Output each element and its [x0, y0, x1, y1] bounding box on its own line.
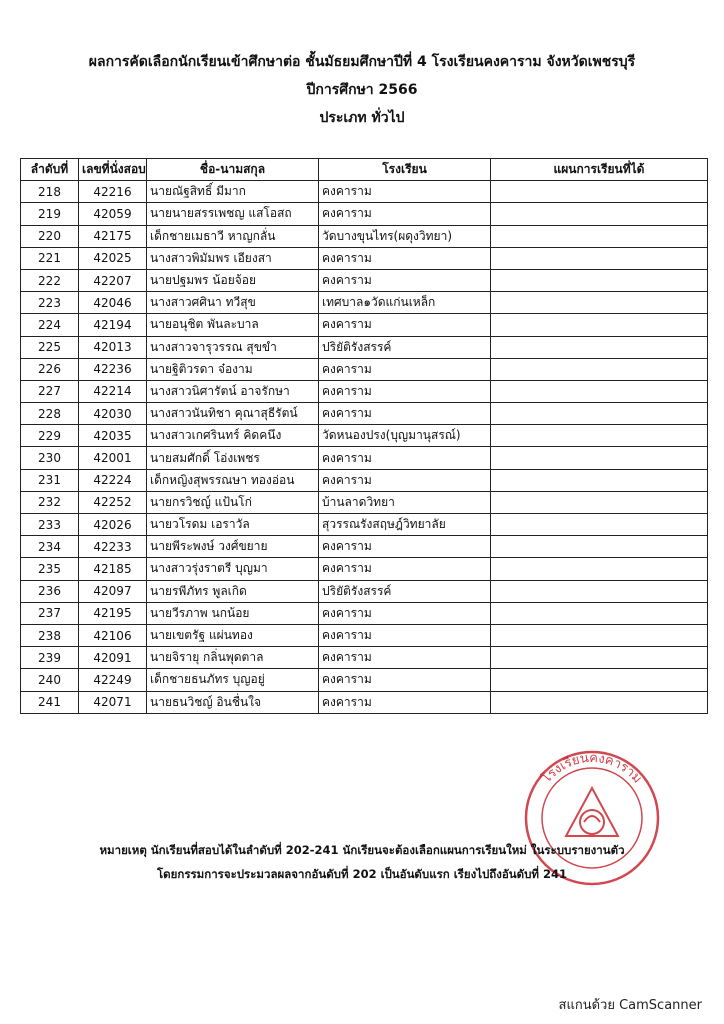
- school-cell: คงคาราม: [319, 624, 491, 646]
- rank-cell: 218: [21, 181, 79, 203]
- table-row: [21, 247, 708, 269]
- student-name-cell: เด็กหญิงสุพรรณษา ทองอ่อน: [147, 469, 319, 491]
- study-plan-cell: [491, 624, 708, 646]
- rank-cell: 233: [21, 514, 79, 536]
- school-cell: สุวรรณรังสฤษฎ์วิทยาลัย: [319, 514, 491, 536]
- rank-cell: 235: [21, 558, 79, 580]
- table-row: [21, 669, 708, 691]
- student-name-cell: นายจิรายุ กลิ่นพุดตาล: [147, 647, 319, 669]
- table-row: [21, 602, 708, 624]
- title-line-2: ปีการศึกษา 2566: [306, 82, 418, 98]
- seat-number-cell: 42046: [79, 292, 147, 314]
- seat-number-cell: 42091: [79, 647, 147, 669]
- study-plan-cell: [491, 669, 708, 691]
- table-row: [21, 425, 708, 447]
- table-row: [21, 314, 708, 336]
- table-row: [21, 269, 708, 291]
- table-body: [21, 181, 708, 714]
- rank-cell: 226: [21, 358, 79, 380]
- table-row: [21, 691, 708, 713]
- study-plan-cell: [491, 514, 708, 536]
- rank-cell: 219: [21, 203, 79, 225]
- table-row: [21, 624, 708, 646]
- seat-number-cell: 42214: [79, 380, 147, 402]
- seat-number-cell: 42252: [79, 491, 147, 513]
- seat-number-cell: 42026: [79, 514, 147, 536]
- table-row: [21, 514, 708, 536]
- student-name-cell: นายอนุชิต พันละบาล: [147, 314, 319, 336]
- rank-cell: 232: [21, 491, 79, 513]
- table-row: [21, 447, 708, 469]
- seat-number-cell: 42030: [79, 403, 147, 425]
- rank-cell: 237: [21, 602, 79, 624]
- student-name-cell: นางสาวเกศรินทร์ คิดคนึง: [147, 425, 319, 447]
- table-header-row: [21, 159, 708, 181]
- study-plan-cell: [491, 225, 708, 247]
- study-plan-cell: [491, 269, 708, 291]
- rank-cell: 221: [21, 247, 79, 269]
- school-cell: คงคาราม: [319, 247, 491, 269]
- seat-number-cell: 42224: [79, 469, 147, 491]
- student-name-cell: นายรพีภัทร พูลเกิด: [147, 580, 319, 602]
- rank-cell: 222: [21, 269, 79, 291]
- school-cell: คงคาราม: [319, 602, 491, 624]
- student-name-cell: นายสมศักดิ์ โอ่งเพชร: [147, 447, 319, 469]
- study-plan-cell: [491, 181, 708, 203]
- title-line-3: ประเภท ทั่วไป: [319, 110, 405, 126]
- rank-cell: 220: [21, 225, 79, 247]
- school-cell: คงคาราม: [319, 380, 491, 402]
- col-header-rank: ลำดับที่: [21, 159, 79, 181]
- rank-cell: 228: [21, 403, 79, 425]
- study-plan-cell: [491, 558, 708, 580]
- rank-cell: 239: [21, 647, 79, 669]
- seat-number-cell: 42013: [79, 336, 147, 358]
- title-line-1: ผลการคัดเลือกนักเรียนเข้าศึกษาต่อ ชั้นมัธยมศึกษาปีที่ 4 โรงเรียนคงคาราม จังหวัดเพชรบุรี: [88, 54, 636, 70]
- rank-cell: 231: [21, 469, 79, 491]
- school-cell: คงคาราม: [319, 669, 491, 691]
- student-name-cell: นายนายสรรเพชญ แสโอสถ: [147, 203, 319, 225]
- study-plan-cell: [491, 491, 708, 513]
- seat-number-cell: 42216: [79, 181, 147, 203]
- school-cell: คงคาราม: [319, 536, 491, 558]
- study-plan-cell: [491, 247, 708, 269]
- student-name-cell: นางสาวนิศารัตน์ อาจรักษา: [147, 380, 319, 402]
- study-plan-cell: [491, 314, 708, 336]
- table-row: [21, 469, 708, 491]
- table-row: [21, 558, 708, 580]
- col-header-name: ชื่อ-นามสกุล: [147, 159, 319, 181]
- rank-cell: 223: [21, 292, 79, 314]
- student-name-cell: นายวโรดม เอราวัล: [147, 514, 319, 536]
- study-plan-cell: [491, 425, 708, 447]
- seat-number-cell: 42207: [79, 269, 147, 291]
- school-cell: คงคาราม: [319, 358, 491, 380]
- school-cell: คงคาราม: [319, 647, 491, 669]
- seat-number-cell: 42194: [79, 314, 147, 336]
- school-cell: คงคาราม: [319, 691, 491, 713]
- school-cell: คงคาราม: [319, 403, 491, 425]
- study-plan-cell: [491, 447, 708, 469]
- study-plan-cell: [491, 203, 708, 225]
- seat-number-cell: 42175: [79, 225, 147, 247]
- school-cell: วัดบางขุนไทร(ผดุงวิทยา): [319, 225, 491, 247]
- table-row: [21, 536, 708, 558]
- study-plan-cell: [491, 469, 708, 491]
- seat-number-cell: 42035: [79, 425, 147, 447]
- study-plan-cell: [491, 647, 708, 669]
- student-name-cell: นางสาวศศินา ทวีสุข: [147, 292, 319, 314]
- scanner-watermark: สแกนด้วย CamScanner: [558, 998, 702, 1013]
- rank-cell: 240: [21, 669, 79, 691]
- table-row: [21, 647, 708, 669]
- col-header-plan: แผนการเรียนที่ได้: [491, 159, 708, 181]
- student-name-cell: นายณัฐสิทธิ์ มีมาก: [147, 181, 319, 203]
- school-cell: คงคาราม: [319, 558, 491, 580]
- study-plan-cell: [491, 292, 708, 314]
- student-name-cell: นายกรวิชญ์ แป้นโก่: [147, 491, 319, 513]
- seat-number-cell: 42059: [79, 203, 147, 225]
- rank-cell: 225: [21, 336, 79, 358]
- table-row: [21, 181, 708, 203]
- seat-number-cell: 42195: [79, 602, 147, 624]
- student-name-cell: นายปฐมพร น้อยจ้อย: [147, 269, 319, 291]
- student-name-cell: นางสาวพิมัมพร เอียงสา: [147, 247, 319, 269]
- school-cell: คงคาราม: [319, 203, 491, 225]
- study-plan-cell: [491, 403, 708, 425]
- seat-number-cell: 42236: [79, 358, 147, 380]
- rank-cell: 229: [21, 425, 79, 447]
- document-header: [0, 48, 724, 132]
- school-cell: ปริยัติรังสรรค์: [319, 580, 491, 602]
- svg-text:โรงเรียนคงคาราม: โรงเรียนคงคาราม: [539, 750, 645, 787]
- student-name-cell: นางสาวรุ่งราตรี บุญมา: [147, 558, 319, 580]
- seat-number-cell: 42025: [79, 247, 147, 269]
- school-cell: ปริยัติรังสรรค์: [319, 336, 491, 358]
- seat-number-cell: 42071: [79, 691, 147, 713]
- table-row: [21, 336, 708, 358]
- student-name-cell: นายวีรภาพ นกน้อย: [147, 602, 319, 624]
- results-table: [20, 158, 708, 714]
- remark-line-2: โดยกรรมการจะประมวลผลจากอันดับที่ 202 เป็นอันดับแรก เรียงไปถึงอันดับที่ 241: [156, 867, 568, 881]
- table-row: [21, 225, 708, 247]
- school-cell: เทศบาล๑วัดแก่นเหล็ก: [319, 292, 491, 314]
- rank-cell: 241: [21, 691, 79, 713]
- remark-note: [0, 838, 724, 886]
- student-name-cell: นายฐิติวรดา จ๋องาม: [147, 358, 319, 380]
- study-plan-cell: [491, 691, 708, 713]
- rank-cell: 238: [21, 624, 79, 646]
- study-plan-cell: [491, 336, 708, 358]
- study-plan-cell: [491, 380, 708, 402]
- school-cell: บ้านลาดวิทยา: [319, 491, 491, 513]
- rank-cell: 234: [21, 536, 79, 558]
- student-name-cell: นายธนวิชญ์ อินชื่นใจ: [147, 691, 319, 713]
- table-row: [21, 203, 708, 225]
- school-cell: คงคาราม: [319, 269, 491, 291]
- table-row: [21, 491, 708, 513]
- rank-cell: 224: [21, 314, 79, 336]
- col-header-seat: เลขที่นั่งสอบ: [79, 159, 147, 181]
- student-name-cell: เด็กชายเมธาวี หาญกลั่น: [147, 225, 319, 247]
- school-cell: คงคาราม: [319, 469, 491, 491]
- table-row: [21, 403, 708, 425]
- school-cell: คงคาราม: [319, 447, 491, 469]
- student-name-cell: นายพีระพงษ์ วงศ์ขยาย: [147, 536, 319, 558]
- seat-number-cell: 42001: [79, 447, 147, 469]
- study-plan-cell: [491, 580, 708, 602]
- table-row: [21, 380, 708, 402]
- student-name-cell: นางสาวนันทิชา คุณาสุธีรัตน์: [147, 403, 319, 425]
- table-row: [21, 580, 708, 602]
- seat-number-cell: 42249: [79, 669, 147, 691]
- table-row: [21, 292, 708, 314]
- seat-number-cell: 42185: [79, 558, 147, 580]
- table-row: [21, 358, 708, 380]
- seat-number-cell: 42097: [79, 580, 147, 602]
- rank-cell: 227: [21, 380, 79, 402]
- remark-line-1: หมายเหตุ นักเรียนที่สอบได้ในลำดับที่ 202-241 นักเรียนจะต้องเลือกแผนการเรียนใหม่ ในระบบรายงานตัว: [99, 843, 625, 857]
- school-cell: คงคาราม: [319, 181, 491, 203]
- study-plan-cell: [491, 602, 708, 624]
- student-name-cell: นางสาวจารุวรรณ สุขขำ: [147, 336, 319, 358]
- study-plan-cell: [491, 536, 708, 558]
- rank-cell: 236: [21, 580, 79, 602]
- student-name-cell: เด็กชายธนภัทร บุญอยู่: [147, 669, 319, 691]
- rank-cell: 230: [21, 447, 79, 469]
- school-cell: คงคาราม: [319, 314, 491, 336]
- student-name-cell: นายเขตรัฐ แผ่นทอง: [147, 624, 319, 646]
- seat-number-cell: 42106: [79, 624, 147, 646]
- seat-number-cell: 42233: [79, 536, 147, 558]
- study-plan-cell: [491, 358, 708, 380]
- school-cell: วัดหนองปรง(บุญมานุสรณ์): [319, 425, 491, 447]
- col-header-school: โรงเรียน: [319, 159, 491, 181]
